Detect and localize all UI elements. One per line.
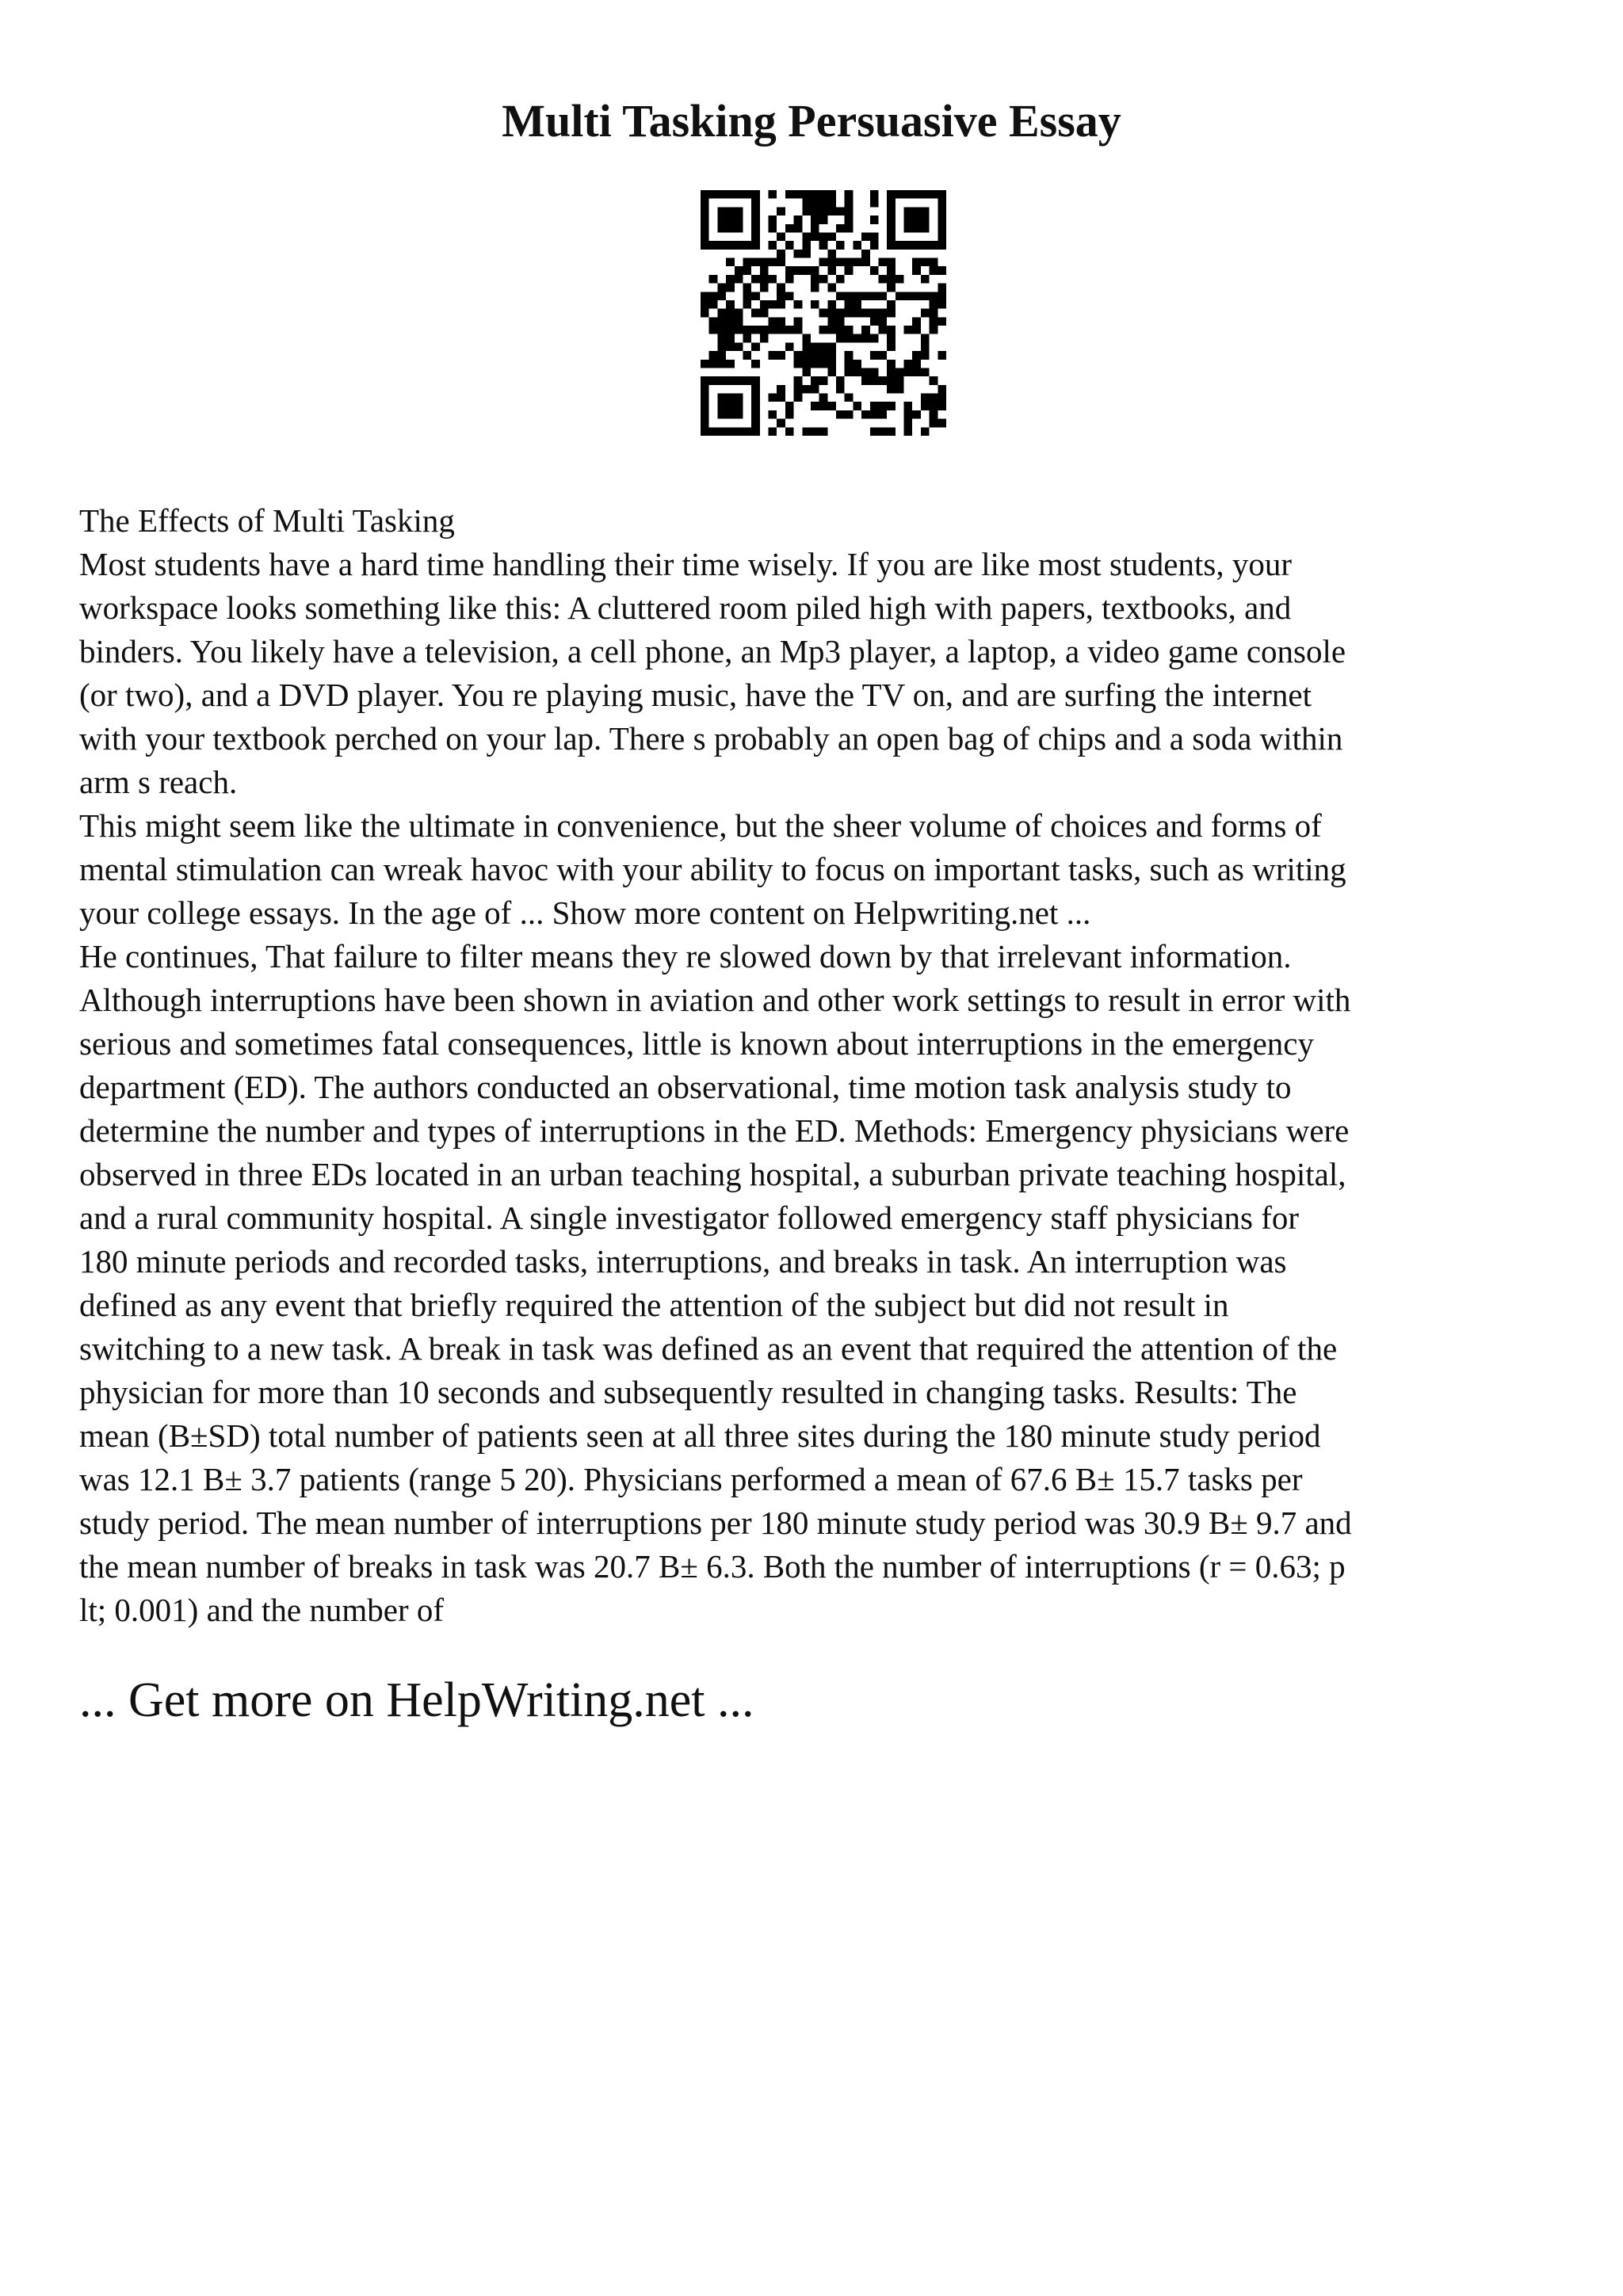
text-line: 180 minute periods and recorded tasks, interruptions, and breaks in task. An interruption was bbox=[79, 1243, 1287, 1280]
text-line: workspace looks something like this: A cluttered room piled high with papers, textbooks, and bbox=[79, 589, 1292, 626]
text-line: Most students have a hard time handling their time wisely. If you are like most students, your bbox=[79, 546, 1292, 582]
text-line: with your textbook perched on your lap. There s probably an open bag of chips and a soda within bbox=[79, 720, 1343, 757]
text-line: physician for more than 10 seconds and subsequently resulted in changing tasks. Results: The bbox=[79, 1374, 1297, 1410]
text-line: Although interruptions have been shown in aviation and other work settings to result in error with bbox=[79, 982, 1351, 1018]
text-line: switching to a new task. A break in task was defined as an event that required the attention of the bbox=[79, 1330, 1338, 1367]
text-line: The Effects of Multi Tasking bbox=[79, 502, 455, 539]
text-line: your college essays. In the age of ... Show more content on Helpwriting.net ... bbox=[79, 894, 1091, 931]
text-line: and a rural community hospital. A single investigator followed emergency staff physicians for bbox=[79, 1199, 1300, 1236]
text-line: He continues, That failure to filter means they re slowed down by that irrelevant information. bbox=[79, 938, 1292, 974]
text-line: binders. You likely have a television, a cell phone, an Mp3 player, a laptop, a video game console bbox=[79, 633, 1346, 669]
text-line: mental stimulation can wreak havoc with your ability to focus on important tasks, such as writing bbox=[79, 851, 1346, 887]
text-line: the mean number of breaks in task was 20.7 B± 6.3. Both the number of interruptions (r = 0.63; p bbox=[79, 1548, 1346, 1585]
text-line: observed in three EDs located in an urban teaching hospital, a suburban private teaching hospital, bbox=[79, 1156, 1346, 1192]
text-line: study period. The mean number of interruptions per 180 minute study period was 30.9 B± 9.7 and bbox=[79, 1505, 1352, 1541]
text-line: (or two), and a DVD player. You re playing music, have the TV on, and are surfing the internet bbox=[79, 677, 1312, 713]
text-line: was 12.1 B± 3.7 patients (range 5 20). Physicians performed a mean of 67.6 B± 15.7 tasks per bbox=[79, 1461, 1303, 1497]
text-line: serious and sometimes fatal consequences, little is known about interruptions in the emergency bbox=[79, 1025, 1314, 1062]
essay-body bbox=[79, 499, 1537, 1632]
text-line: department (ED). The authors conducted an observational, time motion task analysis study to bbox=[79, 1069, 1292, 1105]
text-line: lt; 0.001) and the number of bbox=[79, 1592, 445, 1628]
qr-code-icon bbox=[701, 190, 946, 436]
text-line: This might seem like the ultimate in convenience, but the sheer volume of choices and forms of bbox=[79, 807, 1322, 844]
text-line: mean (B±SD) total number of patients seen at all three sites during the 180 minute study period bbox=[79, 1417, 1321, 1454]
text-line: determine the number and types of interruptions in the ED. Methods: Emergency physicians were bbox=[79, 1112, 1350, 1149]
text-line: arm s reach. bbox=[79, 764, 238, 800]
get-more-link[interactable]: ... Get more on HelpWriting.net ... bbox=[79, 1673, 754, 1727]
page-title: Multi Tasking Persuasive Essay bbox=[502, 95, 1121, 147]
text-line: defined as any event that briefly required the attention of the subject but did not result in bbox=[79, 1287, 1229, 1323]
